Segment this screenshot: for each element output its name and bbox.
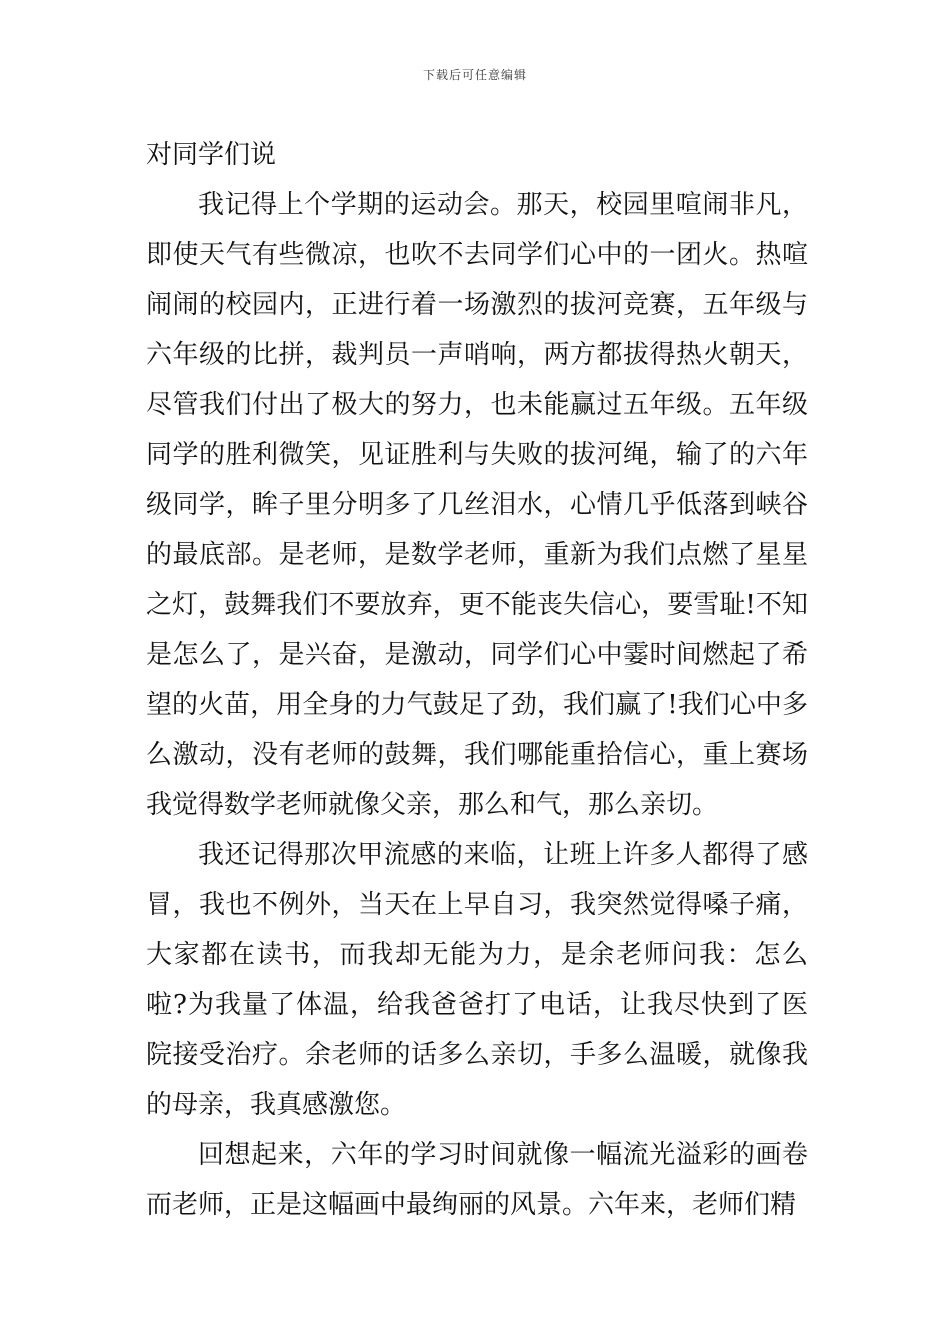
paragraph-1: 我记得上个学期的运动会。那天，校园里喧闹非凡，即使天气有些微凉，也吹不去同学们心中的一团火。热喧闹闹的校园内，正进行着一场激烈的拔河竞赛，五年级与六年级的比拼，裁判员一声哨响，两方都拔得热火朝天，尽管我们付出了极大的努力，也未能赢过五年级。五年级同学的胜利微笑，见证胜利与失败的拔河绳，输了的六年级同学，眸子里分明多了几丝泪水，心情几乎低落到峡谷的最底部。是老师，是数学老师，重新为我们点燃了星星之灯，鼓舞我们不要放弃，更不能丧失信心，要雪耻!不知是怎么了，是兴奋，是激动，同学们心中霎时间燃起了希望的火苗，用全身的力气鼓足了劲，我们赢了!我们心中多么激动，没有老师的鼓舞，我们哪能重拾信心，重上赛场我觉得数学老师就像父亲，那么和气，那么亲切。 <box>146 190 808 820</box>
document-body <box>146 130 808 1230</box>
document-title: 对同学们说 <box>146 140 277 170</box>
header-note: 下载后可任意编辑 <box>422 68 527 82</box>
paragraph-3: 回想起来，六年的学习时间就像一幅流光溢彩的画卷而老师，正是这幅画中最绚丽的风景。六年来，老师们精 <box>146 1140 808 1220</box>
paragraph-2: 我还记得那次甲流感的来临，让班上许多人都得了感冒，我也不例外，当天在上早自习，我突然觉得嗓子痛，大家都在读书，而我却无能为力，是余老师问我：怎么啦?为我量了体温，给我爸爸打了电话，让我尽快到了医院接受治疗。余老师的话多么亲切，手多么温暖，就像我的母亲，我真感激您。 <box>146 840 808 1120</box>
